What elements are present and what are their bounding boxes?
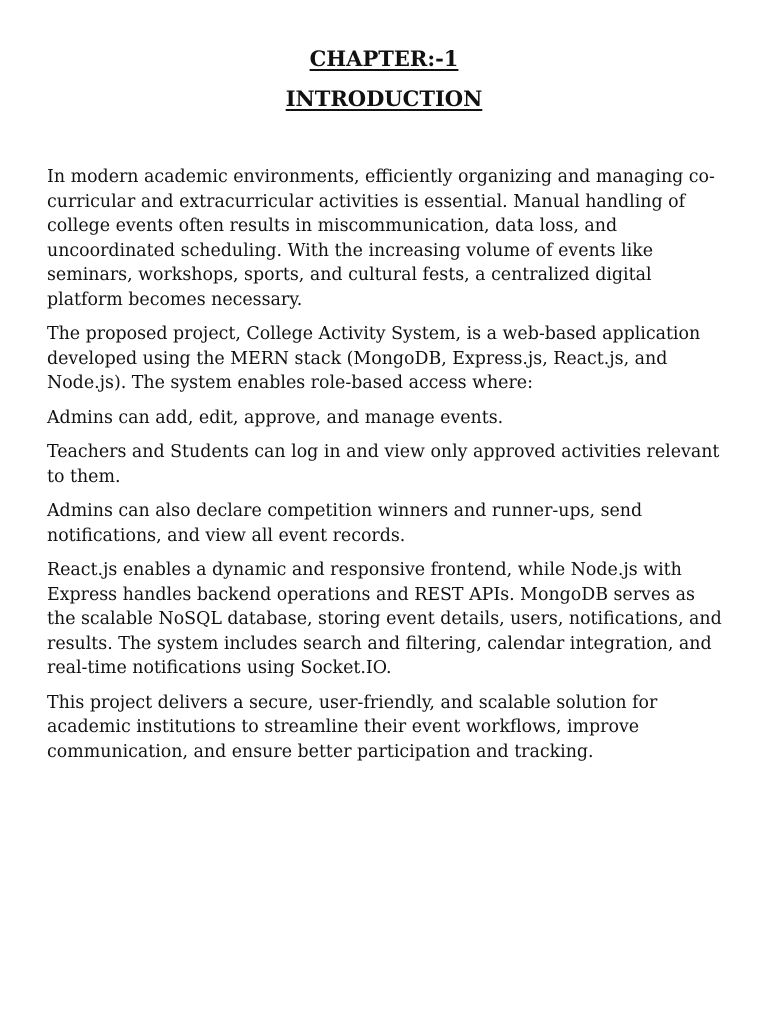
paragraph-admin-competitions: Admins can also declare competition winners and runner-ups, send notifications, and view all event records. <box>47 501 643 546</box>
paragraph-tech-stack: React.js enables a dynamic and responsive frontend, while Node.js with Express handles backend operations and REST APIs. MongoDB serves as the scalable NoSQL database, storing event details, users, notifications, and results. The system includes search and filtering, calendar integration, and real-time notifications using Socket.IO. <box>47 560 722 678</box>
chapter-title: INTRODUCTION <box>285 86 483 111</box>
paragraph-teacher-student-role: Teachers and Students can log in and view only approved activities relevant to them. <box>47 442 720 487</box>
document-body <box>47 165 727 774</box>
paragraph-proposed-project: The proposed project, College Activity System, is a web-based application developed using the MERN stack (MongoDB, Express.js, React.js, and Node.js). The system enables role-based access where: <box>47 324 701 393</box>
paragraph-intro: In modern academic environments, efficiently organizing and managing co-curricular and extracurricular activities is essential. Manual handling of college events often results in miscommunication, data loss, and uncoordinated scheduling. With the increasing volume of events like seminars, workshops, sports, and cultural fests, a centralized digital platform becomes necessary. <box>47 167 715 310</box>
paragraph-conclusion: This project delivers a secure, user-friendly, and scalable solution for academic institutions to streamline their event workflows, improve communication, and ensure better participation and tracking. <box>47 692 658 762</box>
chapter-number: CHAPTER:-1 <box>309 46 459 71</box>
paragraph-admin-role: Admins can add, edit, approve, and manage events. <box>47 407 504 428</box>
